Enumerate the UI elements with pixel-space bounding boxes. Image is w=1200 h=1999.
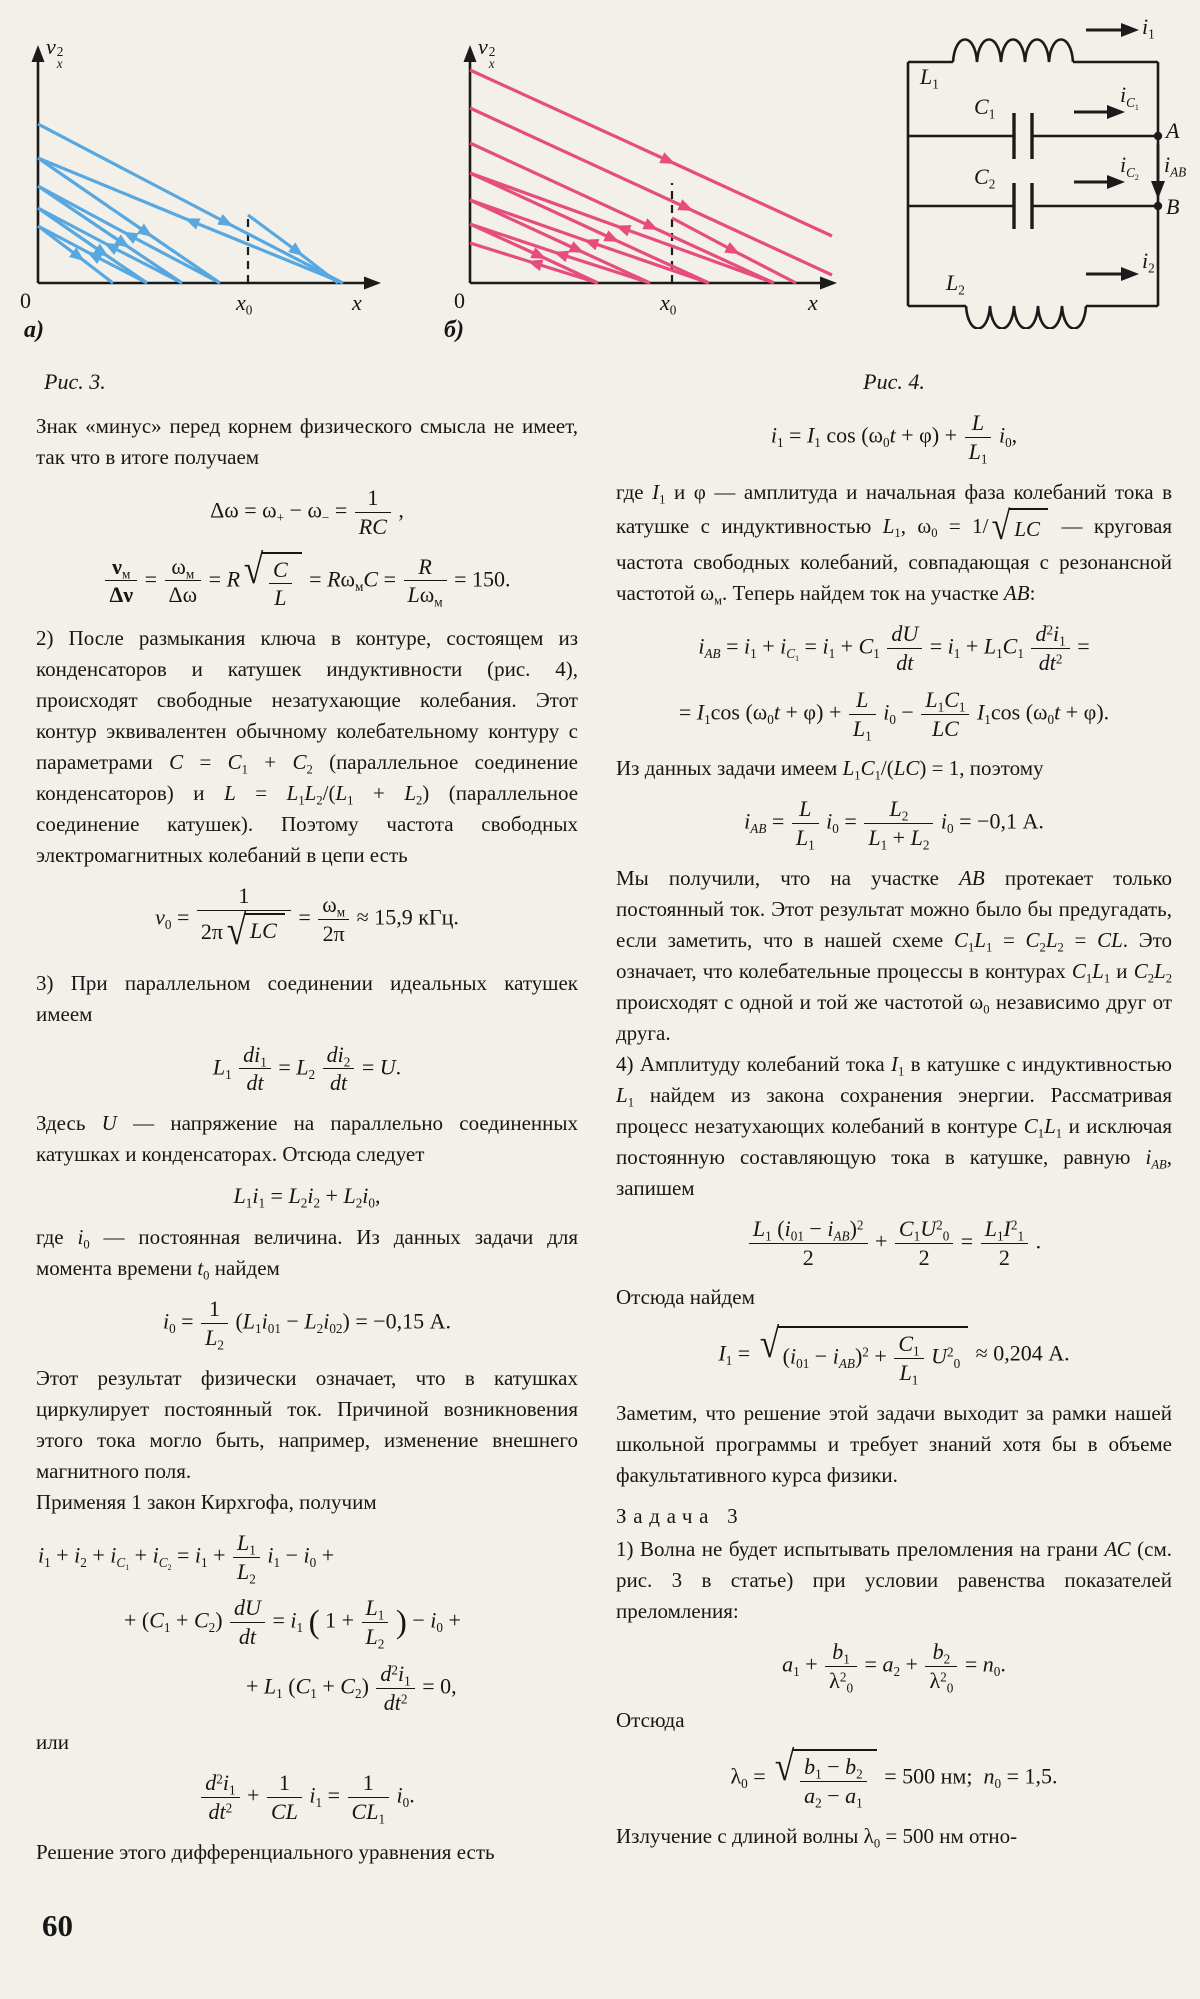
subfigure-a-tag: а): [24, 317, 44, 343]
formula: $i_1 = I_1$ $\cos (\omega_0t + \varphi)$ + $\frac{L}{L_1}$ $i_0$,: [770, 410, 1018, 467]
para: Знак «минус» перед корнем физического смысла не имеет, так что в итоге получаем: [36, 414, 578, 469]
left-column: [36, 362, 578, 1868]
node-A-dot: [1154, 132, 1162, 140]
para: Этот результат физически означает, что в катушках циркулирует постоянный ток. Причиной возникновения этого тока могло быть, например, изменение внешнего магнитного поля.: [36, 1365, 578, 1483]
para: Излучение с длиной волны $\lambda_0 = 500$ нм отно-: [616, 1823, 1018, 1851]
y-axis-label: v 2 x: [46, 34, 64, 71]
para: 2) После размыкания ключа в контуре, состоящем из конденсаторов и катушек индуктивности (рис. 4), происходят свободные незатухающие колебания. Этот контур эквивалентен обычному колебательному контуру с параметрами $C = C_1 + C_2$ (параллельное соединение конденсаторов) и $L = L_1L_2/(L_1 + L_2)$ (параллельное соединение катушек). Поэтому частота свободных электромагнитных колебаний в цепи есть: [36, 626, 579, 867]
para: Отсюда: [616, 1708, 685, 1733]
para: Применяя 1 закон Кирхгофа, получим: [36, 1489, 377, 1514]
formula: + $(C_1 + C_2)$ $\frac{dU}{dt}$ = $i_1$ ( 1 + $\frac{L_1}{L_2}$ ) − $i_0$ +: [124, 1595, 461, 1652]
para: 1) Волна не будет испытывать преломления на грани АС (см. рис. 3 в статье) при условии равенства показателей преломления:: [616, 1536, 1173, 1623]
origin-label: 0: [20, 288, 31, 313]
formula: $I_1$ = √ $(i_{01} - i_{AB})^2$ + $\frac{C_1}{L_1}$ $U^2_0$ ≈ 0,204 А.: [718, 1321, 1070, 1388]
label-i1: $i_1$: [1142, 14, 1155, 42]
label-node-A: A: [1166, 118, 1180, 143]
para: Решение этого дифференциального уравнения есть: [36, 1839, 495, 1864]
label-L1: $L_1$: [920, 64, 939, 92]
para: Из данных задачи имеем $L_1C_1/(LC) = 1$, поэтому: [616, 756, 1044, 783]
inductor-L2: [966, 306, 1086, 329]
x-axis-label: x: [808, 290, 818, 315]
para: Здесь U — напряжение на параллельно соединенных катушках и конденсаторах. Отсюда следует: [36, 1111, 578, 1167]
trajectories-a: [38, 124, 343, 283]
subfigure-b-tag: б): [444, 317, 464, 343]
right-column: [616, 362, 1172, 1852]
label-iAB: $i_{AB}$: [1164, 152, 1187, 180]
formula: $\frac{d^2i_1}{dt^2}$ + $\frac{1}{CL}$ $i_1$ = $\frac{1}{CL_1}$ $i_0$.: [36, 1771, 578, 1824]
origin-label: 0: [454, 288, 465, 313]
phase-plot-b-canvas: [440, 28, 850, 328]
circuit-canvas: [858, 14, 1200, 329]
label-C2: $C_2$: [974, 164, 996, 192]
x0-label: $x_0$: [660, 290, 677, 318]
label-i2: $i_2$: [1142, 248, 1155, 276]
phase-plot-a-canvas: [8, 28, 403, 328]
label-C1: $C_1$: [974, 94, 996, 122]
para: 3) При параллельном соединении идеальных катушек имеем: [36, 970, 578, 1026]
formula: $L_1i_1 = L_2i_2 + L_2i_0$,: [233, 1183, 381, 1211]
para: Заметим, что решение этой задачи выходит за рамки нашей школьной программы и требует знаний хотя бы в объеме факультативного курса физики.: [616, 1400, 1172, 1487]
formula: $L_1$ $(i_{01} - i_{AB})^2$ 2 + $\frac{C_1U^2_0}{2}$ = $\frac{L_1I^2_1}{2}$ .: [616, 1217, 1172, 1270]
para: Мы получили, что на участке АВ протекает только постоянный ток. Этот результат можно было бы предугадать, если заметить, что в нашей схеме $C_1L_1 = C_2L_2$ = CL. Это означает, что колебательные процессы в контурах $C_1L_1$ и $C_2L_2$ происходят с одной и той же частотой $\omega_0$ независимо друг от друга.: [616, 865, 1173, 1045]
y-axis-label: v 2 x: [478, 34, 496, 71]
label-iC2: $i_{C_2}$: [1120, 152, 1139, 182]
x-axis-label: x: [352, 290, 362, 315]
task-heading: Задача 3: [616, 1503, 745, 1528]
formula: $i_0$ = $\frac{1}{L_2}$ $(L_1i_{01} - L_2i_{02}) = -0,15$ А.: [162, 1296, 452, 1353]
formula: $i_{AB} = i_1 + i_{C_1} = i_1 + C_1$ $\frac{dU}{dt}$ = $i_1 + L_1C_1$ $\frac{d^2i_1}{dt^2}$ =: [698, 621, 1090, 676]
formula: = $I_1\cos$ $(\omega_0t + \varphi)$ + $\frac{L}{L_1}$ $i_0$ − $\frac{L_1C_1}{LC}$ $I_1\cos$ $(\omega_0t + \varphi)$.: [678, 686, 1110, 744]
page-number: 60: [42, 1908, 73, 1943]
trajectories-b: [470, 70, 832, 283]
para: 4) Амплитуду колебаний тока $I_1$ в катушке с индуктивностью $L_1$ найдем из закона сохранения энергии. Рассматривая процесс незатухающих колебаний в контуре $C_1L_1$ и исключая постоянную составляющую тока в катушке, равную $i_{AB}$, запишем: [616, 1051, 1172, 1200]
fig4-caption: Рис. 4.: [863, 369, 925, 394]
figure-3b-phase-plot: [440, 28, 850, 343]
para: Отсюда найдем: [616, 1285, 755, 1310]
formula: $\Delta\omega = \omega_+ - \omega_-$ = $\frac{1}{RC}$ ,: [210, 485, 404, 539]
x0-label: $x_0$: [236, 290, 253, 318]
formula: $\lambda_0$ = √ $\frac{b_1 - b_2}{a_2 - a_1}$ = 500 нм; $n_0 = 1,5$.: [730, 1744, 1058, 1811]
figure-4-circuit: [858, 14, 1200, 329]
label-node-B: B: [1166, 194, 1180, 219]
formula: $a_1$ + $\frac{b_1}{\lambda^2_0}$ = $a_2$ + $\frac{b_2}{\lambda^2_0}$ = $n_0$.: [782, 1638, 1006, 1696]
formula: $i_{AB}$ = $\frac{L}{L_1}$ $i_0$ = $\frac{L_2}{L_1 + L_2}$ $i_0 = -0,1$ А.: [744, 796, 1044, 853]
formula: $i_1 + i_2 + i_{C_1} + i_{C_2} = i_1$ + $\frac{L_1}{L_2}$ $i_1 - i_0$ +: [38, 1529, 335, 1587]
label-L2: $L_2$: [946, 270, 965, 298]
axes-a: [38, 50, 376, 283]
fig3-caption: Рис. 3.: [44, 369, 106, 394]
para: где $i_0$ — постоянная величина. Из данных задачи для момента времени $t_0$ найдем: [36, 1225, 578, 1283]
inductor-L1: [953, 40, 1073, 63]
formula: $\nu_0$ = 1 2π √ LC = $\omega_м$ 2π ≈ 15,9 кГц.: [155, 883, 459, 954]
figure-3a-phase-plot: [8, 28, 403, 343]
formula: $\nu_м$ Δν = $\omega_м$ Δω = R √ $\frac{C}{L}$ = $R\omega_мC$ = R $L\omega_м$ = 150.: [36, 552, 578, 611]
node-B-dot: [1154, 202, 1162, 210]
para: или: [36, 1730, 69, 1755]
label-iC1: $i_{C_1}$: [1120, 82, 1139, 112]
formula: + $L_1$ $(C_1 + C_2)$ $\frac{d^2i_1}{dt^2}$ = 0,: [246, 1660, 457, 1715]
para: где $I_1$ и φ — амплитуда и начальная фаза колебаний тока в катушке с индуктивностью $L_1$, $\omega_0 = 1/$ √ LC — круговая частота свободных колебаний, совпадающая с резонансной частотой $\omega_м$. Теперь найдем ток на участке АВ:: [616, 479, 1173, 608]
formula: $L_1$ $\frac{di_1}{dt}$ = $L_2$ $\frac{di_2}{dt}$ = U.: [212, 1041, 402, 1096]
